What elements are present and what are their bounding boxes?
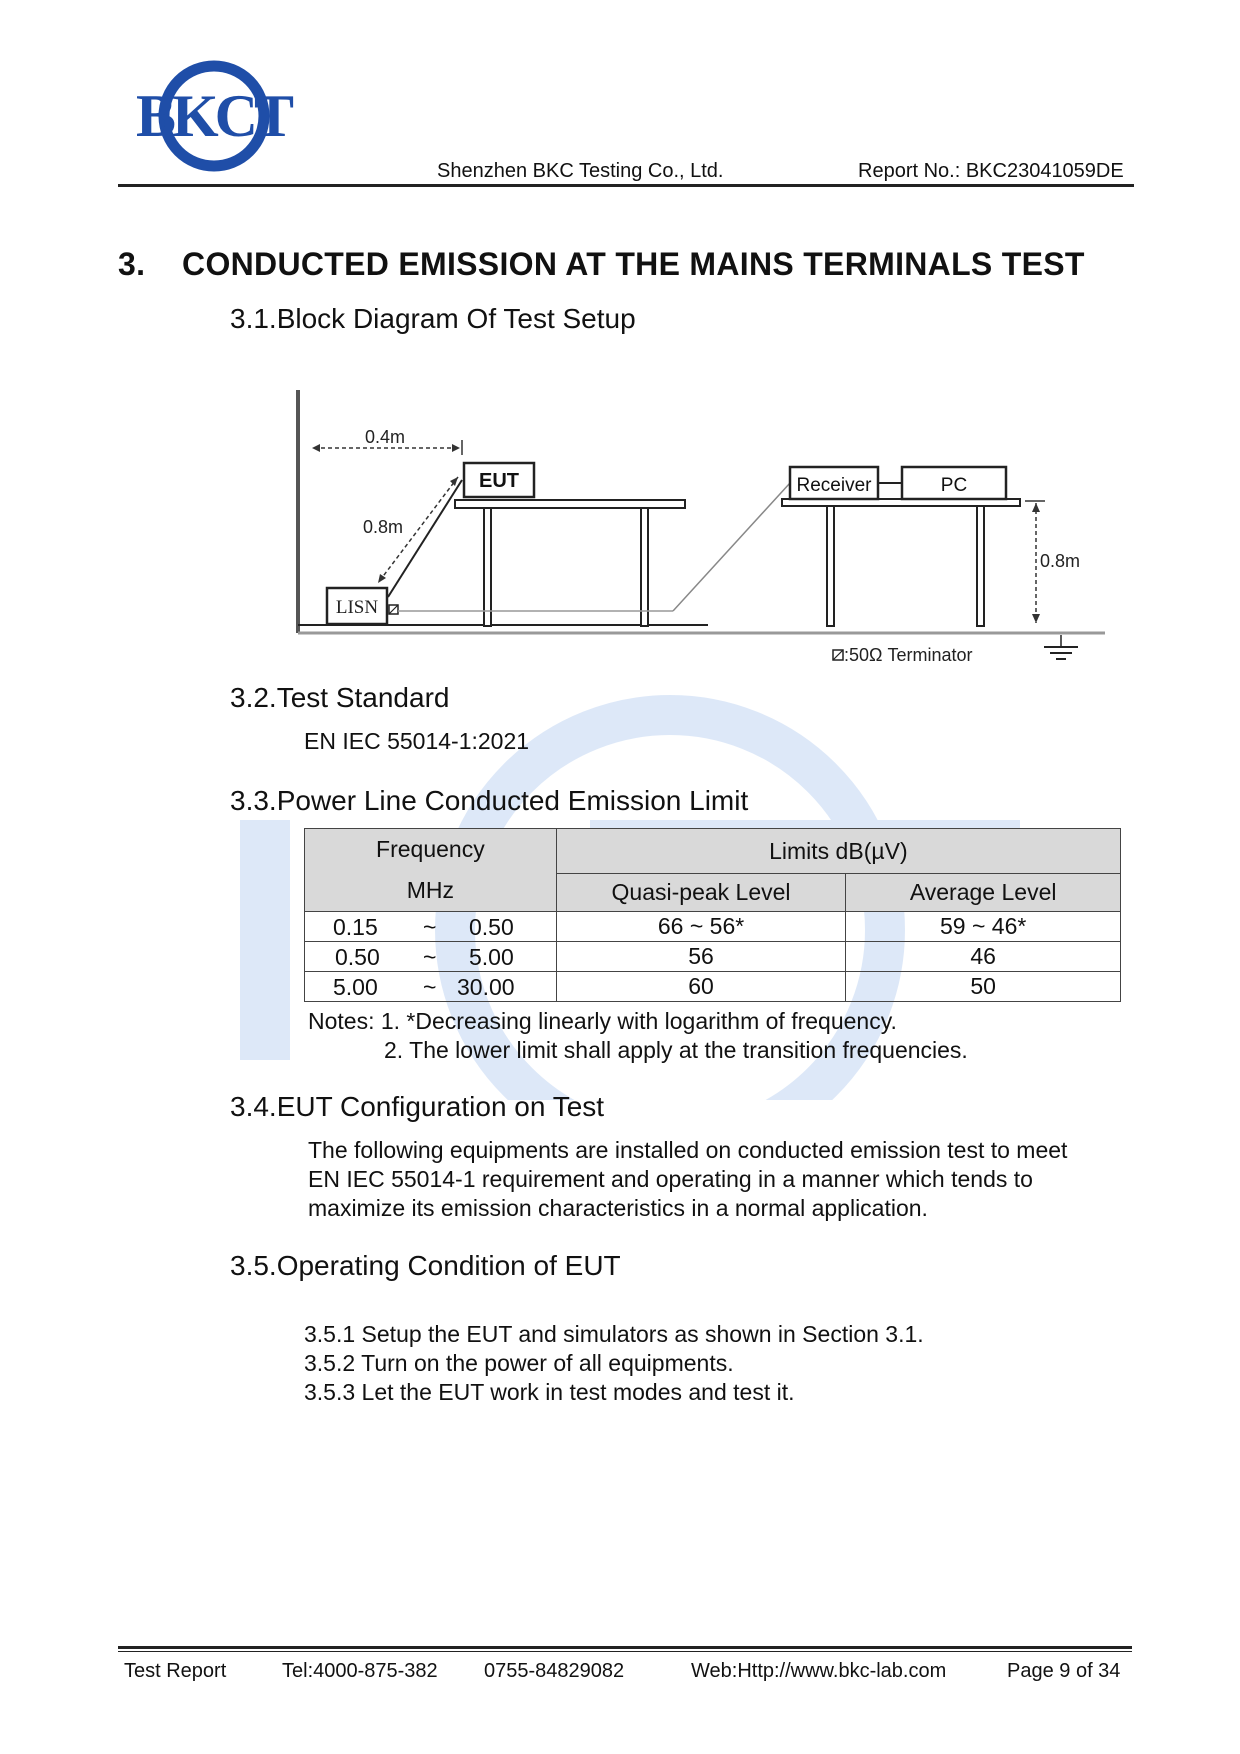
- dim-diagonal-label: 0.8m: [363, 517, 404, 537]
- bkct-logo: [122, 60, 304, 172]
- receiver-label: Receiver: [796, 475, 872, 496]
- terminator-legend: :50Ω Terminator: [844, 645, 973, 665]
- avg-header: Average Level: [846, 874, 1121, 912]
- footer-rule: [118, 1646, 1132, 1649]
- ground-symbol: [1044, 635, 1078, 659]
- test-standard: EN IEC 55014-1:2021: [304, 728, 530, 754]
- note-1: Notes: 1. *Decreasing linearly with logarithm of frequency.: [308, 1008, 897, 1034]
- qp-header: Quasi-peak Level: [556, 874, 846, 912]
- list-item: 3.5.2 Turn on the power of all equipments.: [304, 1350, 734, 1376]
- pc-label: PC: [940, 475, 968, 496]
- footer-web[interactable]: Web:Http://www.bkc-lab.com: [691, 1660, 947, 1682]
- footer-label: Test Report: [124, 1660, 227, 1682]
- footer-tel1: Tel:4000-875-382: [282, 1660, 438, 1682]
- eut-table-top: [455, 500, 685, 508]
- header-report-no: Report No.: BKC23041059DE: [858, 160, 1124, 182]
- config-paragraph: The following equipments are installed on conducted emission test to meet EN IEC 55014-1 requirement and operating in a manner which tends to maximize its emission characteristics in a normal application.: [308, 1137, 1068, 1221]
- eut-label: EUT: [479, 470, 519, 492]
- heading-3-4: 3.4.EUT Configuration on Test: [230, 1091, 605, 1122]
- heading-3-3: 3.3.Power Line Conducted Emission Limit: [230, 785, 749, 816]
- list-item: 3.5.3 Let the EUT work in test modes and test it.: [304, 1379, 795, 1405]
- heading-3-2: 3.2.Test Standard: [230, 682, 450, 713]
- svg-text:BKCT: BKCT: [135, 83, 291, 149]
- header-company: Shenzhen BKC Testing Co., Ltd.: [437, 160, 724, 182]
- table-row: 0.50 ~ 5.00 56 46: [305, 942, 1121, 972]
- heading-3-5: 3.5.Operating Condition of EUT: [230, 1250, 621, 1281]
- header-rule: [118, 184, 1134, 187]
- test-setup-diagram: [290, 385, 1110, 670]
- footer-tel2: 0755-84829082: [484, 1660, 625, 1682]
- heading-3-1: 3.1.Block Diagram Of Test Setup: [230, 303, 636, 334]
- lisn-label: LISN: [335, 597, 379, 618]
- footer-rule-thin: [118, 1651, 1132, 1652]
- dim-vertical-label: 0.8m: [1040, 551, 1081, 571]
- freq-header: Frequency MHz: [305, 829, 557, 912]
- limits-table: [304, 828, 1121, 1002]
- table-row: 0.15 ~ 0.50 66 ~ 56* 59 ~ 46*: [305, 912, 1121, 942]
- note-2: 2. The lower limit shall apply at the transition frequencies.: [384, 1037, 968, 1063]
- footer-page: Page 9 of 34: [1007, 1660, 1121, 1682]
- section-title: 3. CONDUCTED EMISSION AT THE MAINS TERMINALS TEST: [118, 246, 1085, 282]
- list-item: 3.5.1 Setup the EUT and simulators as shown in Section 3.1.: [304, 1321, 924, 1347]
- limits-header: Limits dB(µV): [556, 829, 1120, 874]
- dim-horizontal-label: 0.4m: [365, 427, 406, 447]
- steps-list: [304, 1320, 924, 1407]
- table-row: 5.00 ~ 30.00 60 50: [305, 972, 1121, 1002]
